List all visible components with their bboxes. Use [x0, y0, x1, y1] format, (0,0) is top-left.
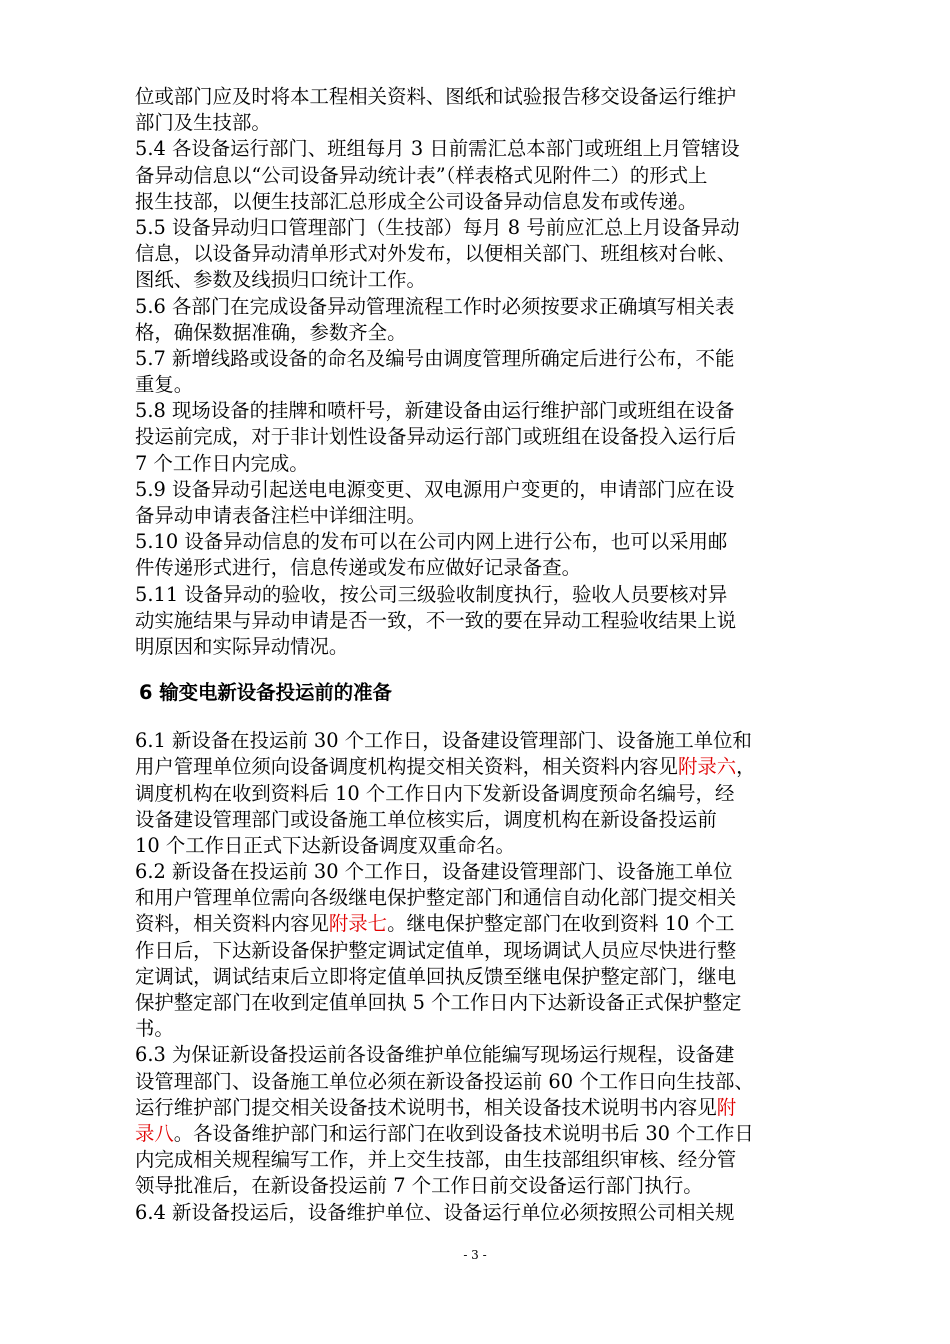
text-line: 件传递形式进行，信息传递或发布应做好记录备查。: [135, 556, 581, 580]
text-line: [135, 1095, 835, 1121]
text-line: 5.11 设备异动的验收，按公司三级验收制度执行，验收人员要核对异: [135, 582, 728, 606]
text-span: 。继电保护整定部门在收到资料 10 个工: [387, 912, 735, 936]
text-line: 5.9 设备异动引起送电电源变更、双电源用户变更的，申请部门应在设: [135, 477, 735, 501]
text-span: 运行维护部门提交相关设备技术说明书，相关设备技术说明书内容见: [135, 1095, 717, 1119]
appendix-reference-link[interactable]: 附: [716, 1095, 737, 1119]
text-line: 书。: [135, 1017, 174, 1041]
text-line: 5.7 新增线路或设备的命名及编号由调度管理所确定后进行公布，不能: [135, 346, 735, 370]
text-line: 5.8 现场设备的挂牌和喷杆号，新建设备由运行维护部门或班组在设备: [135, 399, 735, 423]
text-line: 7 个工作日内完成。: [135, 451, 309, 475]
text-line: 定调试，调试结束后立即将定值单回执反馈至继电保护整定部门，继电: [135, 964, 737, 988]
text-line: 备异动信息以“公司设备异动统计表”（样表格式见附件二）的形式上: [135, 163, 708, 187]
text-line: 6.1 新设备在投运前 30 个工作日，设备建设管理部门、设备施工单位和: [135, 729, 752, 753]
text-line: 动实施结果与异动申请是否一致，不一致的要在异动工程验收结果上说: [135, 608, 737, 632]
appendix-reference-link[interactable]: 附录七: [328, 912, 388, 936]
text-line: 投运前完成，对于非计划性设备异动运行部门或班组在设备投入运行后: [135, 425, 737, 449]
text-line: 6.2 新设备在投运前 30 个工作日，设备建设管理部门、设备施工单位: [135, 860, 733, 884]
text-line: 5.6 各部门在完成设备异动管理流程工作时必须按要求正确填写相关表: [135, 294, 735, 318]
section-heading: 6 输变电新设备投运前的准备: [139, 681, 392, 705]
text-span: 用户管理单位须向设备调度机构提交相关资料，相关资料内容见: [135, 755, 678, 779]
text-line: 信息，以设备异动清单形式对外发布，以便相关部门、班组核对台帐、: [135, 242, 737, 266]
page-body: [135, 84, 835, 1226]
text-span: 。各设备维护部门和运行部门在收到设备技术说明书后 30 个工作日: [173, 1121, 754, 1145]
text-line: 位或部门应及时将本工程相关资料、图纸和试验报告移交设备运行维护: [135, 85, 737, 108]
text-line: 和用户管理单位需向各级继电保护整定部门和通信自动化部门提交相关: [135, 886, 737, 910]
text-line: 格，确保数据准确，参数齐全。: [135, 320, 407, 344]
text-line: 5.5 设备异动归口管理部门（生技部）每月 8 号前应汇总上月设备异动: [135, 215, 740, 239]
text-line: 作日后，下达新设备保护整定调试定值单，现场调试人员应尽快进行整: [135, 938, 737, 962]
appendix-reference-link[interactable]: 附录六: [677, 755, 737, 779]
page-number: - 3 -: [463, 1248, 487, 1262]
text-line: 报生技部，以便生技部汇总形成全公司设备异动信息发布或传递。: [135, 189, 698, 213]
text-line: 10 个工作日正式下达新设备调度双重命名。: [135, 833, 515, 857]
text-line: 明原因和实际异动情况。: [135, 634, 349, 658]
text-line: [135, 911, 835, 937]
text-line: 6.3 为保证新设备投运前各设备维护单位能编写现场运行规程，设备建: [135, 1043, 735, 1067]
appendix-reference-link[interactable]: 录八: [135, 1121, 174, 1145]
text-line: 部门及生技部。: [135, 111, 271, 135]
text-line: 备异动申请表备注栏中详细注明。: [135, 504, 426, 527]
text-line: 保护整定部门在收到定值单回执 5 个工作日内下达新设备正式保护整定: [135, 991, 742, 1014]
text-line: 图纸、参数及线损归口统计工作。: [135, 268, 426, 292]
text-line: 5.4 各设备运行部门、班组每月 3 日前需汇总本部门或班组上月管辖设: [135, 137, 740, 161]
text-line: [135, 1121, 835, 1147]
text-line: 6.4 新设备投运后，设备维护单位、设备运行单位必须按照公司相关规: [135, 1200, 735, 1224]
text-span: ，: [736, 755, 756, 779]
text-span: 资料，相关资料内容见: [135, 912, 329, 936]
text-line: 内完成相关规程编写工作，并上交生技部，由生技部组织审核、经分管: [135, 1148, 737, 1172]
text-line: 5.10 设备异动信息的发布可以在公司内网上进行公布，也可以采用邮: [135, 530, 728, 554]
text-line: 重复。: [135, 373, 194, 397]
text-line: 设管理部门、设备施工单位必须在新设备投运前 60 个工作日向生技部、: [135, 1069, 754, 1093]
text-line: [135, 754, 835, 780]
text-line: 领导批准后，在新设备投运前 7 个工作日前交设备运行部门执行。: [135, 1174, 703, 1198]
text-line: 设备建设管理部门或设备施工单位核实后，调度机构在新设备投运前: [135, 807, 717, 831]
text-line: 调度机构在收到资料后 10 个工作日内下发新设备调度预命名编号，经: [135, 781, 735, 805]
